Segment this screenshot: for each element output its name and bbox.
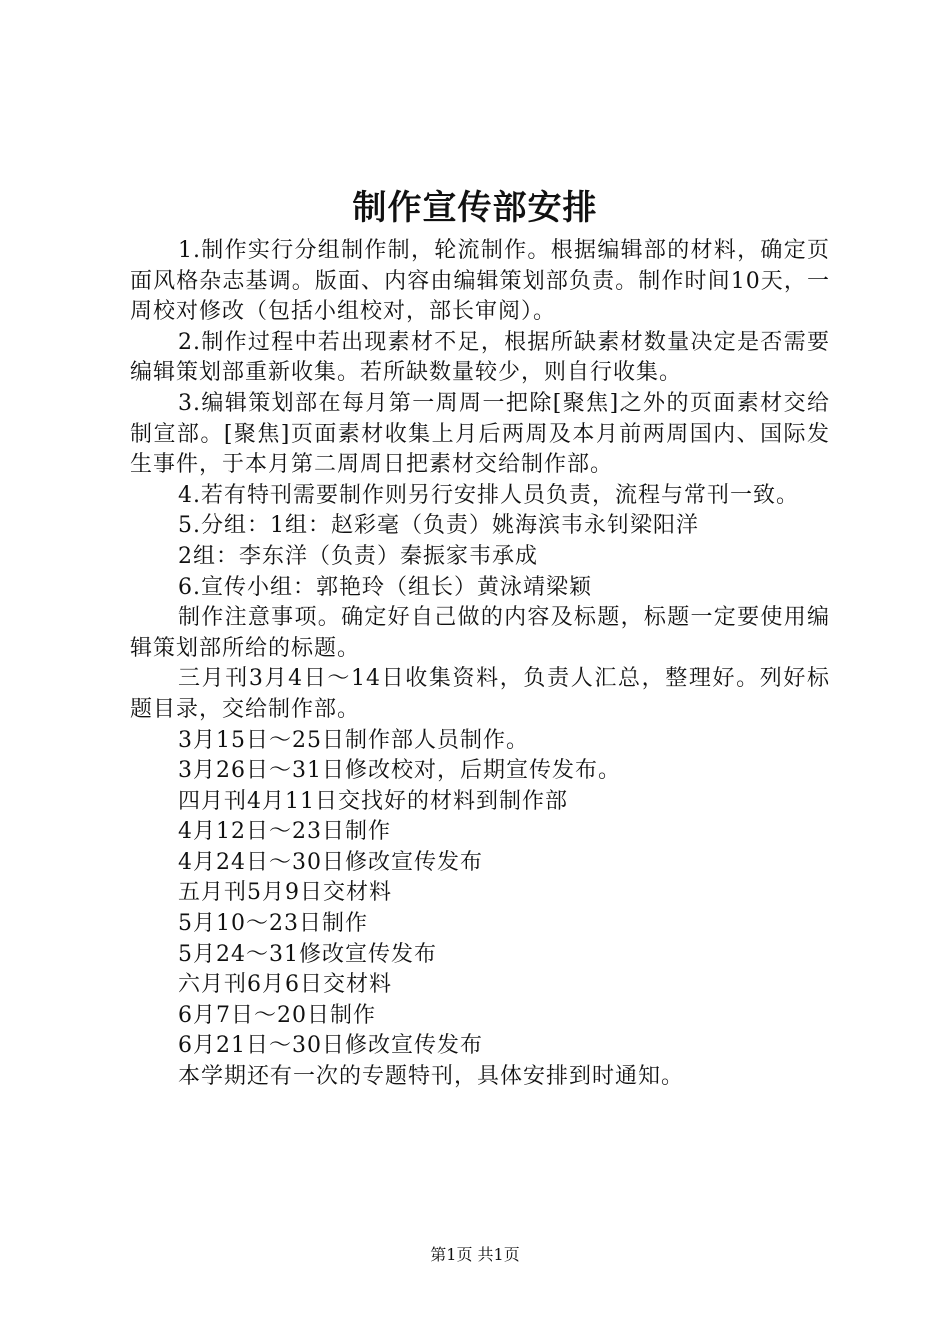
paragraph-21: 本学期还有一次的专题特刊，具体安排到时通知。 [178,1064,685,1090]
paragraph-16: 5月10～23日制作 [178,911,368,937]
paragraph-13: 4月12日～23日制作 [178,819,391,845]
paragraph-20: 6月21日～30日修改宣传发布 [178,1033,483,1059]
paragraph-8: 制作注意事项。确定好自己做的内容及标题，标题一定要使用编辑策划部所给的标题。 [130,605,830,661]
paragraph-17: 5月24～31修改宣传发布 [178,941,437,967]
page-footer: 第1页 共1页 [430,1245,520,1264]
paragraph-11: 3月26日～31日修改校对，后期宣传发布。 [178,758,621,784]
paragraph-19: 6月7日～20日制作 [178,1002,376,1028]
paragraph-15: 五月刊5月9日交材料 [178,880,392,906]
paragraph-5: 5.分组：1组：赵彩毫（负责）姚海滨韦永钊梁阳洋 [178,513,699,539]
paragraph-3: 3.编辑策划部在每月第一周周一把除[聚焦]之外的页面素材交给制宣部。[聚焦]页面素材收集上月后两周及本月前两周国内、国际发生事件，于本月第二周周日把素材交给制作部。 [130,390,830,478]
paragraph-1: 1.制作实行分组制作制，轮流制作。根据编辑部的材料，确定页面风格杂志基调。版面、内容由编辑策划部负责。制作时间10天，一周校对修改（包括小组校对，部长审阅）。 [130,238,830,325]
document-title: 制作宣传部安排 [352,188,598,228]
paragraph-6: 2组：李东洋（负责）秦振家韦承成 [178,543,538,569]
document-body [130,236,830,1093]
paragraph-10: 3月15日～25日制作部人员制作。 [178,727,529,753]
paragraph-12: 四月刊4月11日交找好的材料到制作部 [178,788,568,814]
paragraph-7: 6.宣传小组：郭艳玲（组长）黄泳靖梁颖 [178,574,592,600]
paragraph-4: 4.若有特刊需要制作则另行安排人员负责，流程与常刊一致。 [178,482,799,508]
paragraph-9: 三月刊3月4日～14日收集资料，负责人汇总，整理好。列好标题目录，交给制作部。 [130,666,830,722]
paragraph-14: 4月24日～30日修改宣传发布 [178,849,483,875]
paragraph-2: 2.制作过程中若出现素材不足，根据所缺素材数量决定是否需要编辑策划部重新收集。若所缺数量较少，则自行收集。 [130,329,830,386]
paragraph-18: 六月刊6月6日交材料 [178,972,392,998]
